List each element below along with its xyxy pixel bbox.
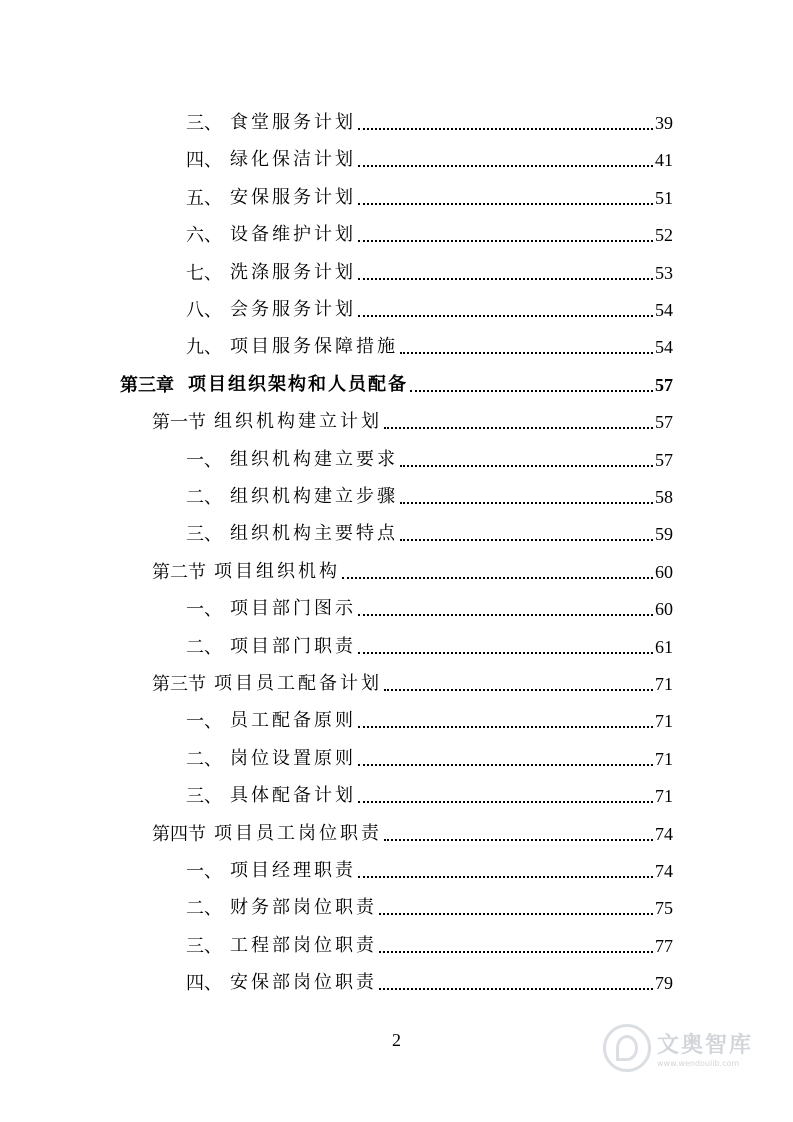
toc-entry-number: 三、 (186, 935, 222, 956)
toc-entry-page: 53 (655, 262, 673, 283)
toc-dot-leader (379, 913, 653, 915)
toc-entry-number: 八、 (186, 300, 222, 320)
toc-entry-item[interactable] (186, 702, 673, 732)
toc-entry-page: 79 (655, 973, 673, 994)
toc-entry-label: 项目部门职责 (230, 635, 356, 657)
toc-entry-section[interactable] (152, 553, 673, 583)
toc-entry-page: 74 (655, 861, 673, 881)
toc-entry-item[interactable] (186, 628, 673, 658)
toc-entry-number: 三、 (186, 524, 222, 545)
toc-entry-label: 员工配备原则 (230, 710, 356, 732)
toc-entry-number: 二、 (186, 487, 222, 507)
toc-entry-page: 71 (655, 711, 673, 732)
toc-entry-number: 第三节 (152, 674, 206, 694)
toc-entry-label: 项目组织架构和人员配备 (188, 373, 408, 395)
toc-entry-label: 组织机构建立计划 (214, 411, 382, 433)
toc-dot-leader (379, 951, 653, 953)
toc-dot-leader (400, 352, 653, 354)
toc-entry-item[interactable] (186, 104, 673, 134)
toc-entry-number: 七、 (186, 262, 222, 283)
toc-entry-number: 三、 (186, 113, 222, 133)
toc-entry-item[interactable] (186, 740, 673, 770)
toc-entry-section[interactable] (152, 665, 673, 695)
toc-entry-page: 57 (655, 412, 673, 433)
toc-dot-leader (400, 465, 653, 467)
toc-entry-item[interactable] (186, 291, 673, 321)
toc-dot-leader (400, 539, 653, 541)
toc-dot-leader (358, 652, 653, 654)
toc-entry-page: 39 (655, 113, 673, 133)
toc-entry-page: 60 (655, 561, 673, 582)
toc-entry-label: 组织机构建立要求 (230, 448, 398, 470)
toc-dot-leader (342, 577, 653, 579)
toc-dot-leader (384, 427, 653, 429)
toc-entry-label: 项目员工岗位职责 (214, 822, 382, 844)
toc-entry-number: 第三章 (120, 374, 174, 395)
toc-dot-leader (358, 165, 653, 167)
toc-entry-page: 74 (655, 823, 673, 844)
toc-entry-item[interactable] (186, 927, 673, 957)
toc-entry-number: 九、 (186, 337, 222, 358)
toc-entry-page: 58 (655, 487, 673, 507)
toc-dot-leader (384, 839, 653, 841)
toc-entry-number: 二、 (186, 748, 222, 769)
toc-entry-page: 57 (655, 374, 673, 395)
toc-entry-label: 项目员工配备计划 (214, 673, 382, 694)
toc-dot-leader (358, 614, 653, 616)
toc-entry-page: 52 (655, 225, 673, 246)
toc-dot-leader (400, 502, 653, 504)
toc-entry-label: 组织机构建立步骤 (230, 486, 398, 507)
toc-entry-label: 绿化保洁计划 (230, 149, 356, 171)
toc-entry-label: 安保服务计划 (230, 186, 356, 208)
toc-dot-leader (379, 988, 653, 990)
toc-entry-item[interactable] (186, 441, 673, 471)
toc-entry-label: 会务服务计划 (230, 299, 356, 320)
toc-dot-leader (358, 876, 653, 878)
toc-entry-label: 项目服务保障措施 (230, 336, 398, 358)
toc-entry-page: 77 (655, 935, 673, 956)
toc-entry-number: 第二节 (152, 561, 206, 582)
toc-entry-item[interactable] (186, 777, 673, 807)
toc-entry-page: 75 (655, 898, 673, 919)
toc-entry-item[interactable] (186, 179, 673, 209)
toc-entry-page: 41 (655, 150, 673, 171)
toc-dot-leader (358, 240, 653, 242)
toc-dot-leader (410, 390, 653, 392)
toc-dot-leader (358, 128, 653, 130)
toc-entry-label: 项目组织机构 (214, 560, 340, 582)
toc-entry-item[interactable] (186, 852, 673, 882)
toc-entry-number: 一、 (186, 861, 222, 881)
toc-entry-page: 54 (655, 300, 673, 320)
toc-entry-label: 项目部门图示 (230, 598, 356, 620)
toc-entry-item[interactable] (186, 216, 673, 246)
toc-entry-page: 61 (655, 636, 673, 657)
page-number: 2 (392, 1030, 401, 1050)
toc-dot-leader (358, 726, 653, 728)
toc-entry-number: 四、 (186, 150, 222, 171)
toc-entry-page: 51 (655, 187, 673, 208)
toc-dot-leader (358, 278, 653, 280)
toc-entry-item[interactable] (186, 515, 673, 545)
toc-entry-number: 一、 (186, 711, 222, 732)
toc-entry-label: 设备维护计划 (230, 224, 356, 246)
toc-entry-item[interactable] (186, 478, 673, 508)
toc-dot-leader (384, 689, 653, 691)
toc-entry-page: 59 (655, 524, 673, 545)
watermark-url: www.wendoulib.com (656, 1059, 740, 1068)
toc-entry-label: 食堂服务计划 (230, 112, 356, 133)
toc-dot-leader (358, 315, 653, 317)
toc-entry-chapter[interactable] (120, 366, 673, 396)
toc-entry-label: 岗位设置原则 (230, 747, 356, 769)
toc-dot-leader (358, 203, 653, 205)
toc-entry-label: 洗涤服务计划 (230, 261, 356, 283)
toc-entry-section[interactable] (152, 403, 673, 433)
toc-entry-page: 71 (655, 748, 673, 769)
toc-entry-page: 71 (655, 786, 673, 807)
toc-entry-label: 安保部岗位职责 (230, 972, 377, 994)
toc-entry-item[interactable] (186, 328, 673, 358)
toc-entry-number: 一、 (186, 599, 222, 620)
toc-entry-page: 57 (655, 449, 673, 470)
toc-entry-number: 五、 (186, 187, 222, 208)
watermark-title: 文奥智库 (656, 1033, 753, 1058)
toc-dot-leader (358, 764, 653, 766)
toc-entry-number: 一、 (186, 449, 222, 470)
toc-entry-number: 四、 (186, 973, 222, 994)
toc-entry-item[interactable] (186, 590, 673, 620)
toc-entry-label: 财务部岗位职责 (230, 897, 377, 919)
toc-entry-label: 工程部岗位职责 (230, 934, 377, 956)
watermark-logo-icon (603, 1024, 651, 1072)
toc-entry-page: 71 (655, 674, 673, 694)
toc-entry-section[interactable] (152, 815, 673, 845)
toc-entry-number: 第一节 (152, 412, 206, 433)
toc-entry-item[interactable] (186, 254, 673, 284)
toc-entry-item[interactable] (186, 889, 673, 919)
toc-entry-item[interactable] (186, 964, 673, 994)
toc-entry-number: 第四节 (152, 823, 206, 844)
toc-entry-label: 组织机构主要特点 (230, 523, 398, 545)
toc-entry-page: 60 (655, 599, 673, 620)
toc-entry-number: 二、 (186, 898, 222, 919)
toc-entry-number: 六、 (186, 225, 222, 246)
toc-entry-number: 二、 (186, 636, 222, 657)
toc-entry-number: 三、 (186, 786, 222, 807)
toc-dot-leader (358, 801, 653, 803)
toc-entry-item[interactable] (186, 141, 673, 171)
toc-entry-label: 项目经理职责 (230, 860, 356, 881)
watermark (603, 1024, 753, 1072)
toc-entry-page: 54 (655, 337, 673, 358)
toc-entry-label: 具体配备计划 (230, 785, 356, 807)
